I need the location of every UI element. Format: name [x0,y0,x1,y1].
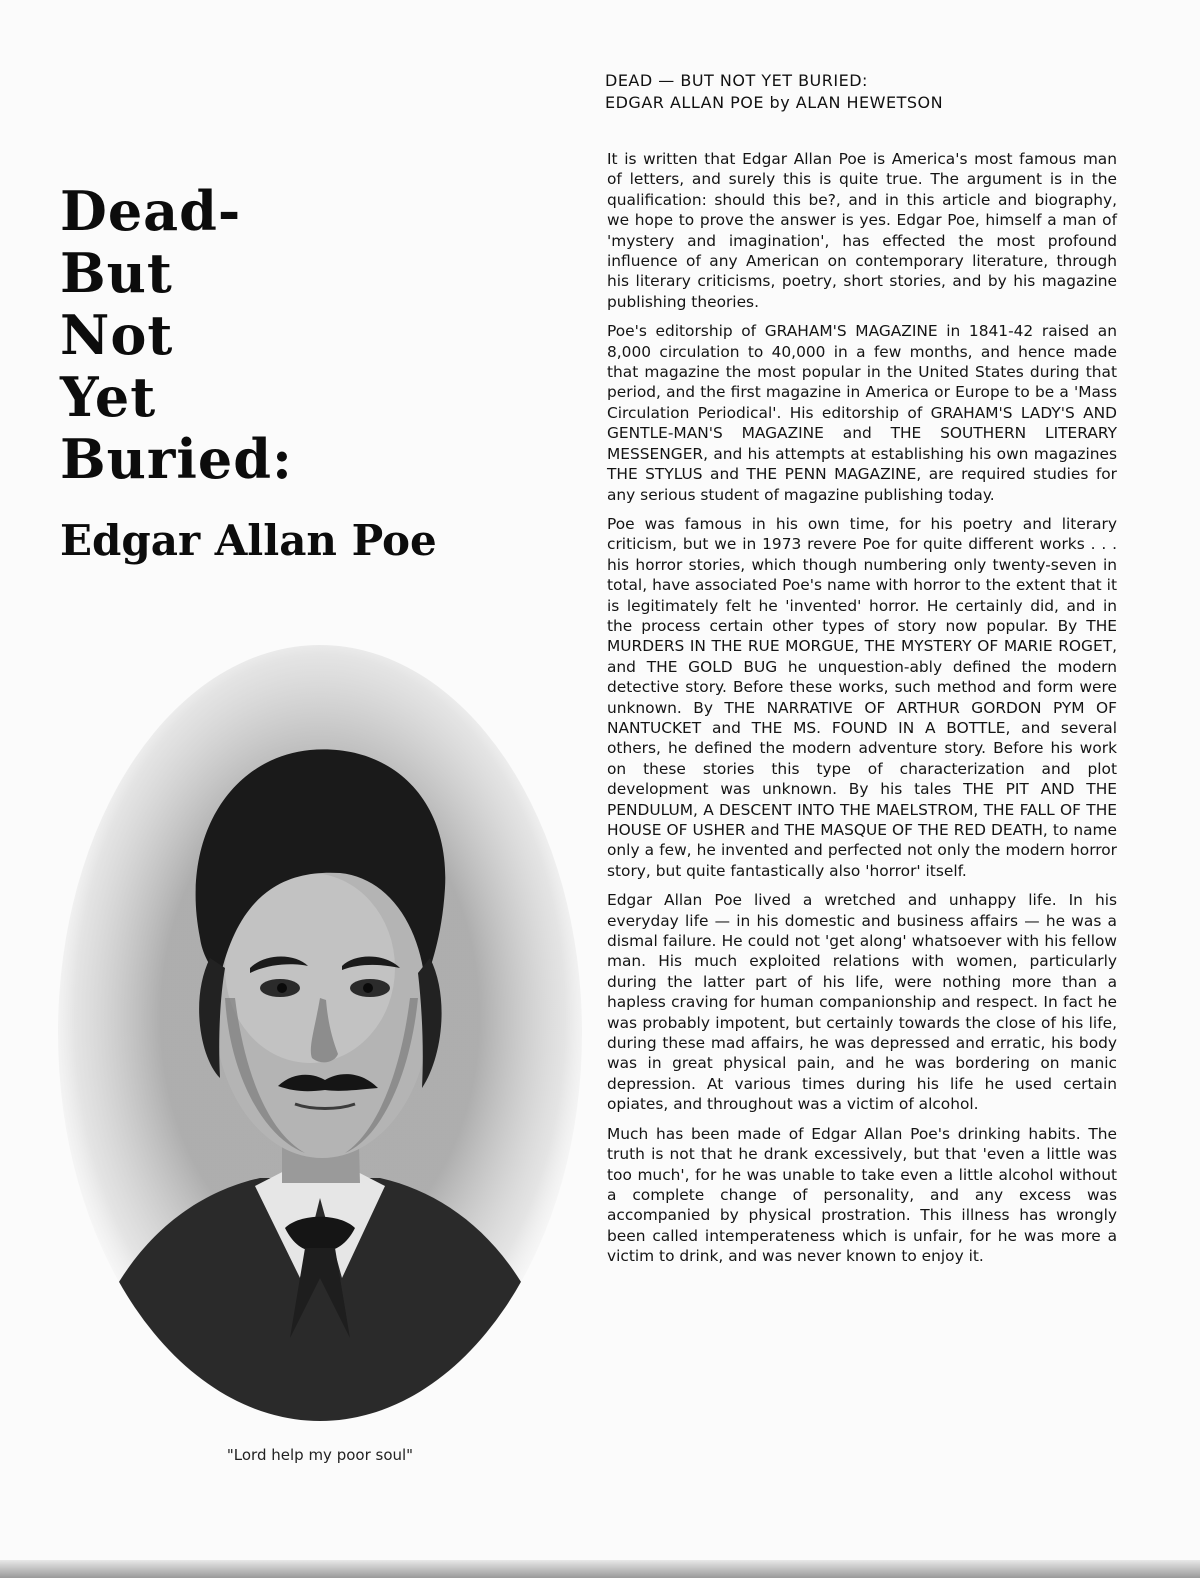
header-title: DEAD — BUT NOT YET BURIED: [605,71,868,90]
poe-portrait [50,638,590,1428]
blackletter-title [60,180,500,490]
header-byline: EDGAR ALLAN POE by ALAN HEWETSON [605,93,944,112]
title-line-buried: Buried: [60,427,293,491]
paragraph: Edgar Allan Poe lived a wretched and unhappy life. In his everyday life — in his domestic and business affairs — he was a dismal failure. He could not 'get along' whatsoever with his fellow man. His much exploited relations with women, particularly during the latter part of his life, were nothing more than a hapless craving for human companionship and respect. In fact he was probably impotent, but certainly towards the close of his life, during these mad affairs, he was depressed and erratic, his body was in great physical pain, and he was bordering on manic depression. At various times during his life he used certain opiates, and throughout was a victim of alcohol. [607,891,1117,1114]
scan-edge [0,1560,1200,1578]
paragraph: Poe's editorship of GRAHAM'S MAGAZINE in 1841-42 raised an 8,000 circulation to 40,000 in a few months, and hence made that magazine the most popular in the United States during that period, and the first magazine in America or Europe to be a 'Mass Circulation Periodical'. His editorship of GRAHAM'S LADY'S AND GENTLE-MAN'S MAGAZINE and THE SOUTHERN LITERARY MESSENGER, and his attempts at establishing his own magazines THE STYLUS and THE PENN MAGAZINE, are required studies for any serious student of magazine publishing today. [607,322,1117,504]
portrait-caption: "Lord help my poor soul" [226,1446,414,1464]
title-line-but: But [60,241,173,305]
paragraph: Much has been made of Edgar Allan Poe's drinking habits. The truth is not that he drank excessively, but that 'even a little was too much', for he was unable to take even a little alcohol without a complete change of personality, and any excess was accompanied by physical prostration. This illness has wrongly been called intemperateness which is unfair, for he was more a victim to drink, and was never known to enjoy it. [607,1124,1117,1266]
title-line-not: Not [60,303,174,367]
article-body [607,149,1117,1276]
title-line-dead: Dead- [60,179,242,243]
title-author-name: Edgar Allan Poe [60,516,437,565]
paragraph: It is written that Edgar Allan Poe is America's most famous man of letters, and surely this is quite true. The argument is in the qualification: should this be?, and in this article and biography, we hope to prove the answer is yes. Edgar Poe, himself a man of 'mystery and imagination', has effected the most profound influence of any American on contemporary literature, through his literary criticisms, poetry, short stories, and by his magazine publishing theories. [607,150,1117,311]
paragraph: Poe was famous in his own time, for his poetry and literary criticism, but we in 1973 revere Poe for quite different works . . . his horror stories, which though numbering only twenty-seven in total, have associated Poe's name with horror to the extent that it is legitimately felt he 'invented' horror. He certainly did, and in the process certain other types of story now popular. By THE MURDERS IN THE RUE MORGUE, THE MYSTERY OF MARIE ROGET, and THE GOLD BUG he unquestion-ably defined the modern detective story. Before these works, such method and form were unknown. By THE NARRATIVE OF ARTHUR GORDON PYM OF NANTUCKET and THE MS. FOUND IN A BOTTLE, and several others, he defined the modern adventure story. Before his work on these stories this type of characterization and plot development was unknown. By his tales THE PIT AND THE PENDULUM, A DESCENT INTO THE MAELSTROM, THE FALL OF THE HOUSE OF USHER and THE MASQUE OF THE RED DEATH, to name only a few, he invented and perfected not only the modern horror story, but quite fantastically also 'horror' itself. [607,514,1117,880]
title-line-yet: Yet [60,365,157,429]
article-header [605,70,1125,114]
